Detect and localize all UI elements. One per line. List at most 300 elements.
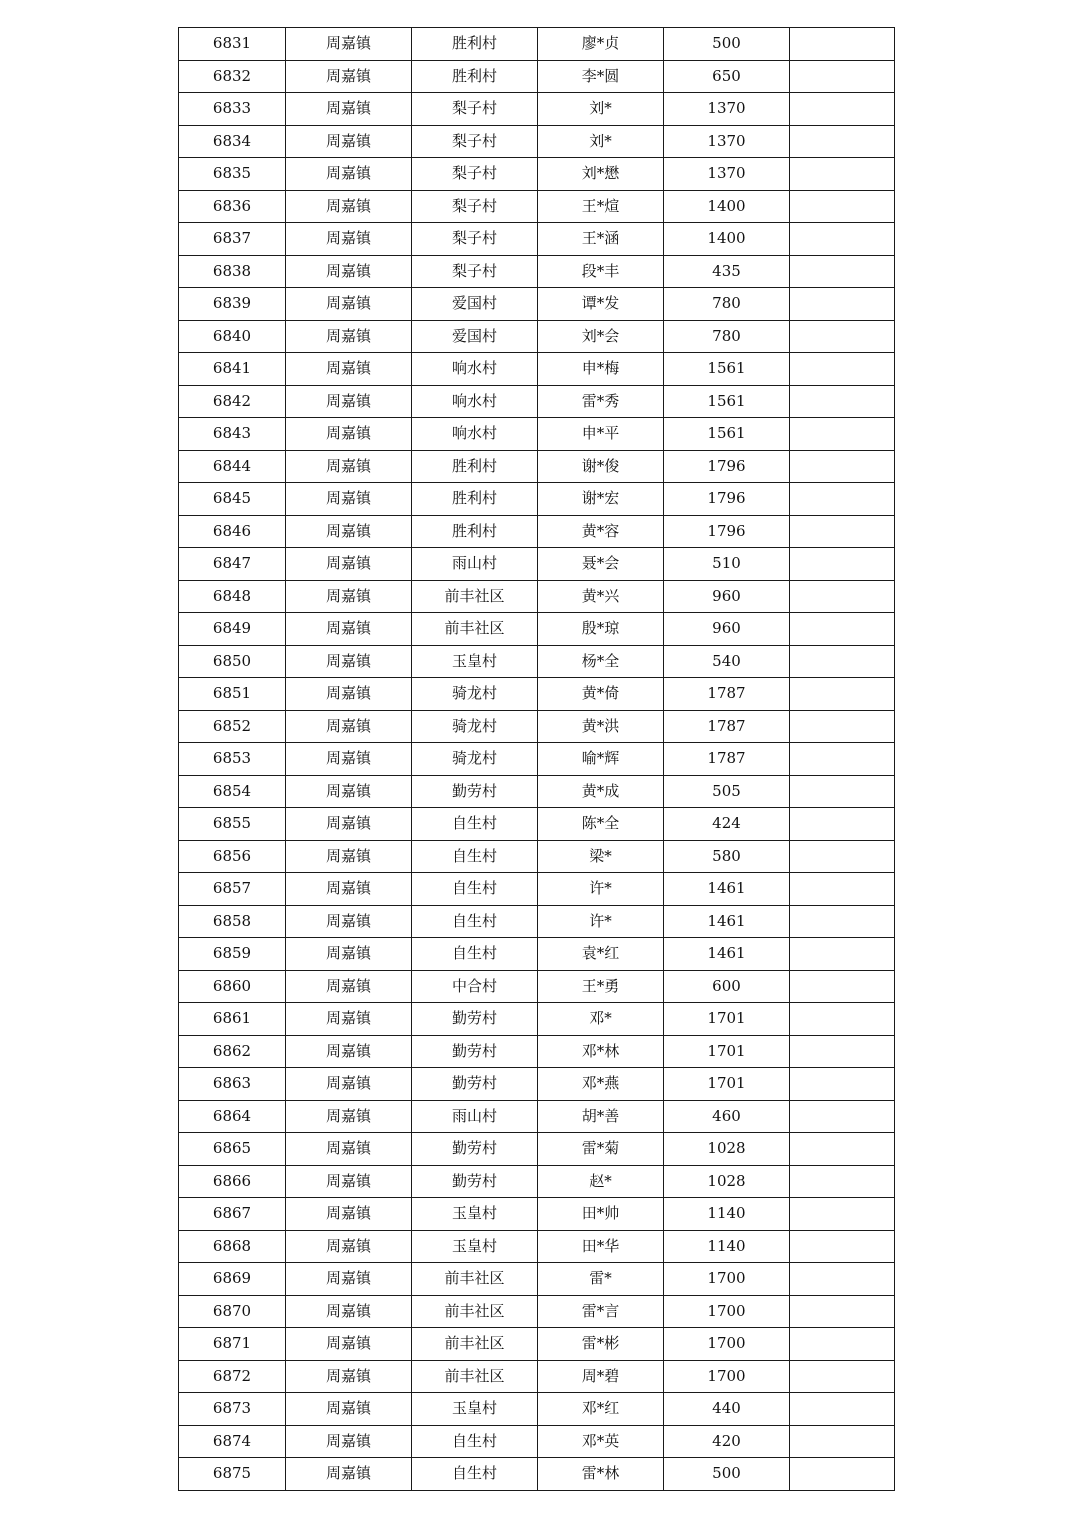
cell-amount: 1561 [664,353,790,386]
cell-note [790,808,895,841]
cell-name: 谢*俊 [538,450,664,483]
cell-amount: 1461 [664,938,790,971]
cell-name: 赵* [538,1165,664,1198]
cell-village: 骑龙村 [412,743,538,776]
table-row [179,1100,895,1133]
cell-name: 王*煊 [538,190,664,223]
cell-town: 周嘉镇 [286,1198,412,1231]
cell-name: 刘* [538,125,664,158]
cell-serial-number: 6833 [179,93,286,126]
cell-name: 梁* [538,840,664,873]
cell-town: 周嘉镇 [286,873,412,906]
cell-town: 周嘉镇 [286,483,412,516]
cell-amount: 500 [664,28,790,61]
cell-serial-number: 6849 [179,613,286,646]
table-row [179,970,895,1003]
cell-note [790,515,895,548]
cell-serial-number: 6846 [179,515,286,548]
cell-note [790,905,895,938]
cell-serial-number: 6838 [179,255,286,288]
cell-village: 自生村 [412,873,538,906]
cell-amount: 1028 [664,1133,790,1166]
table-row [179,840,895,873]
cell-serial-number: 6839 [179,288,286,321]
cell-amount: 1700 [664,1295,790,1328]
cell-town: 周嘉镇 [286,93,412,126]
cell-name: 段*丰 [538,255,664,288]
cell-serial-number: 6856 [179,840,286,873]
cell-amount: 1140 [664,1230,790,1263]
cell-serial-number: 6832 [179,60,286,93]
cell-town: 周嘉镇 [286,743,412,776]
cell-village: 响水村 [412,353,538,386]
cell-name: 雷*菊 [538,1133,664,1166]
table-row [179,125,895,158]
table-row [179,873,895,906]
cell-village: 自生村 [412,808,538,841]
cell-name: 谭*发 [538,288,664,321]
cell-note [790,418,895,451]
cell-serial-number: 6858 [179,905,286,938]
table-row [179,548,895,581]
cell-name: 黄*洪 [538,710,664,743]
cell-amount: 1701 [664,1035,790,1068]
cell-name: 雷*彬 [538,1328,664,1361]
cell-town: 周嘉镇 [286,710,412,743]
cell-serial-number: 6840 [179,320,286,353]
cell-village: 梨子村 [412,125,538,158]
cell-note [790,450,895,483]
cell-amount: 780 [664,288,790,321]
cell-name: 陈*全 [538,808,664,841]
cell-serial-number: 6863 [179,1068,286,1101]
cell-village: 骑龙村 [412,678,538,711]
cell-serial-number: 6831 [179,28,286,61]
table-row [179,93,895,126]
cell-name: 喻*辉 [538,743,664,776]
cell-note [790,840,895,873]
cell-town: 周嘉镇 [286,645,412,678]
cell-serial-number: 6871 [179,1328,286,1361]
cell-name: 殷*琼 [538,613,664,646]
cell-village: 梨子村 [412,190,538,223]
cell-note [790,710,895,743]
table-row [179,1425,895,1458]
cell-note [790,645,895,678]
cell-village: 玉皇村 [412,1393,538,1426]
cell-name: 申*梅 [538,353,664,386]
cell-note [790,158,895,191]
cell-village: 玉皇村 [412,645,538,678]
cell-village: 玉皇村 [412,1230,538,1263]
table-row [179,775,895,808]
roster-table-body [179,28,895,1491]
cell-village: 勤劳村 [412,1165,538,1198]
cell-serial-number: 6851 [179,678,286,711]
cell-name: 廖*贞 [538,28,664,61]
cell-serial-number: 6834 [179,125,286,158]
cell-town: 周嘉镇 [286,1295,412,1328]
cell-village: 自生村 [412,840,538,873]
table-row [179,1393,895,1426]
cell-village: 爱国村 [412,288,538,321]
cell-serial-number: 6868 [179,1230,286,1263]
cell-name: 雷* [538,1263,664,1296]
cell-note [790,1035,895,1068]
cell-amount: 1701 [664,1068,790,1101]
cell-amount: 540 [664,645,790,678]
cell-amount: 424 [664,808,790,841]
cell-amount: 580 [664,840,790,873]
cell-name: 许* [538,905,664,938]
cell-amount: 460 [664,1100,790,1133]
cell-amount: 435 [664,255,790,288]
cell-amount: 510 [664,548,790,581]
cell-village: 自生村 [412,1458,538,1491]
table-row [179,1035,895,1068]
cell-note [790,743,895,776]
cell-name: 田*华 [538,1230,664,1263]
cell-village: 胜利村 [412,28,538,61]
cell-note [790,1425,895,1458]
cell-amount: 1400 [664,223,790,256]
cell-note [790,970,895,1003]
cell-village: 梨子村 [412,93,538,126]
cell-name: 谢*宏 [538,483,664,516]
cell-note [790,775,895,808]
cell-town: 周嘉镇 [286,808,412,841]
cell-name: 李*圆 [538,60,664,93]
cell-note [790,223,895,256]
cell-village: 胜利村 [412,450,538,483]
cell-village: 雨山村 [412,548,538,581]
cell-name: 申*平 [538,418,664,451]
table-row [179,288,895,321]
cell-town: 周嘉镇 [286,320,412,353]
cell-amount: 1700 [664,1360,790,1393]
cell-serial-number: 6862 [179,1035,286,1068]
table-row [179,353,895,386]
cell-village: 前丰社区 [412,580,538,613]
cell-town: 周嘉镇 [286,1458,412,1491]
cell-village: 勤劳村 [412,1035,538,1068]
cell-name: 黄*成 [538,775,664,808]
table-row [179,645,895,678]
cell-amount: 505 [664,775,790,808]
cell-village: 前丰社区 [412,1295,538,1328]
cell-serial-number: 6865 [179,1133,286,1166]
table-row [179,710,895,743]
cell-amount: 500 [664,1458,790,1491]
cell-village: 雨山村 [412,1100,538,1133]
cell-name: 邓*林 [538,1035,664,1068]
cell-amount: 1700 [664,1263,790,1296]
cell-amount: 1400 [664,190,790,223]
cell-amount: 600 [664,970,790,1003]
cell-amount: 1787 [664,678,790,711]
cell-amount: 1028 [664,1165,790,1198]
cell-serial-number: 6837 [179,223,286,256]
cell-serial-number: 6867 [179,1198,286,1231]
cell-town: 周嘉镇 [286,548,412,581]
cell-name: 刘*懋 [538,158,664,191]
cell-amount: 1461 [664,873,790,906]
cell-name: 胡*善 [538,1100,664,1133]
cell-village: 爱国村 [412,320,538,353]
cell-name: 袁*红 [538,938,664,971]
cell-amount: 650 [664,60,790,93]
cell-name: 黄*倚 [538,678,664,711]
table-row [179,1198,895,1231]
table-row [179,158,895,191]
cell-town: 周嘉镇 [286,450,412,483]
cell-name: 雷*秀 [538,385,664,418]
cell-serial-number: 6854 [179,775,286,808]
cell-note [790,320,895,353]
cell-note [790,60,895,93]
cell-note [790,580,895,613]
cell-serial-number: 6860 [179,970,286,1003]
cell-town: 周嘉镇 [286,125,412,158]
table-row [179,1230,895,1263]
cell-town: 周嘉镇 [286,190,412,223]
cell-village: 响水村 [412,418,538,451]
table-row [179,743,895,776]
cell-amount: 780 [664,320,790,353]
cell-amount: 1561 [664,418,790,451]
cell-note [790,873,895,906]
cell-amount: 1461 [664,905,790,938]
table-row [179,60,895,93]
cell-amount: 960 [664,613,790,646]
cell-amount: 440 [664,1393,790,1426]
cell-town: 周嘉镇 [286,905,412,938]
cell-serial-number: 6852 [179,710,286,743]
cell-serial-number: 6853 [179,743,286,776]
cell-town: 周嘉镇 [286,970,412,1003]
cell-name: 田*帅 [538,1198,664,1231]
cell-name: 周*碧 [538,1360,664,1393]
cell-village: 前丰社区 [412,1360,538,1393]
cell-note [790,483,895,516]
table-row [179,223,895,256]
table-row [179,255,895,288]
cell-note [790,1003,895,1036]
cell-town: 周嘉镇 [286,580,412,613]
cell-village: 自生村 [412,938,538,971]
cell-note [790,1328,895,1361]
cell-note [790,28,895,61]
cell-town: 周嘉镇 [286,1230,412,1263]
cell-serial-number: 6869 [179,1263,286,1296]
cell-town: 周嘉镇 [286,288,412,321]
cell-town: 周嘉镇 [286,418,412,451]
cell-amount: 1370 [664,158,790,191]
cell-town: 周嘉镇 [286,60,412,93]
table-row [179,905,895,938]
cell-serial-number: 6847 [179,548,286,581]
cell-note [790,385,895,418]
cell-town: 周嘉镇 [286,1165,412,1198]
cell-amount: 1787 [664,710,790,743]
cell-town: 周嘉镇 [286,1003,412,1036]
cell-town: 周嘉镇 [286,1133,412,1166]
cell-serial-number: 6836 [179,190,286,223]
cell-note [790,288,895,321]
cell-name: 雷*林 [538,1458,664,1491]
table-row [179,450,895,483]
cell-note [790,938,895,971]
table-row [179,190,895,223]
roster-table [178,27,895,1491]
cell-town: 周嘉镇 [286,28,412,61]
cell-amount: 1370 [664,93,790,126]
cell-town: 周嘉镇 [286,1360,412,1393]
cell-name: 邓*燕 [538,1068,664,1101]
cell-note [790,1100,895,1133]
cell-town: 周嘉镇 [286,938,412,971]
cell-note [790,1230,895,1263]
cell-serial-number: 6870 [179,1295,286,1328]
table-row [179,1003,895,1036]
cell-town: 周嘉镇 [286,678,412,711]
cell-village: 响水村 [412,385,538,418]
cell-amount: 1700 [664,1328,790,1361]
cell-serial-number: 6861 [179,1003,286,1036]
cell-serial-number: 6841 [179,353,286,386]
cell-amount: 1796 [664,515,790,548]
cell-name: 邓*英 [538,1425,664,1458]
cell-village: 中合村 [412,970,538,1003]
table-row [179,1068,895,1101]
cell-note [790,1068,895,1101]
table-row [179,483,895,516]
cell-amount: 1796 [664,483,790,516]
cell-note [790,1295,895,1328]
cell-name: 雷*言 [538,1295,664,1328]
cell-name: 聂*会 [538,548,664,581]
cell-name: 王*涵 [538,223,664,256]
cell-name: 黄*兴 [538,580,664,613]
cell-serial-number: 6855 [179,808,286,841]
cell-town: 周嘉镇 [286,1068,412,1101]
cell-village: 前丰社区 [412,1328,538,1361]
table-row [179,678,895,711]
cell-serial-number: 6835 [179,158,286,191]
cell-town: 周嘉镇 [286,1393,412,1426]
table-row [179,580,895,613]
cell-amount: 420 [664,1425,790,1458]
table-row [179,613,895,646]
cell-serial-number: 6842 [179,385,286,418]
cell-town: 周嘉镇 [286,1035,412,1068]
cell-amount: 960 [664,580,790,613]
cell-amount: 1370 [664,125,790,158]
cell-serial-number: 6857 [179,873,286,906]
cell-town: 周嘉镇 [286,1328,412,1361]
cell-village: 玉皇村 [412,1198,538,1231]
cell-note [790,1263,895,1296]
cell-town: 周嘉镇 [286,1425,412,1458]
cell-note [790,678,895,711]
cell-village: 前丰社区 [412,1263,538,1296]
cell-village: 前丰社区 [412,613,538,646]
cell-note [790,1458,895,1491]
cell-village: 自生村 [412,1425,538,1458]
cell-note [790,613,895,646]
cell-town: 周嘉镇 [286,613,412,646]
cell-amount: 1787 [664,743,790,776]
cell-village: 勤劳村 [412,1003,538,1036]
cell-serial-number: 6850 [179,645,286,678]
document-page [178,27,894,1491]
cell-village: 胜利村 [412,60,538,93]
cell-amount: 1561 [664,385,790,418]
cell-note [790,548,895,581]
cell-note [790,93,895,126]
table-row [179,320,895,353]
cell-village: 自生村 [412,905,538,938]
cell-village: 胜利村 [412,515,538,548]
cell-serial-number: 6874 [179,1425,286,1458]
cell-name: 黄*容 [538,515,664,548]
cell-name: 许* [538,873,664,906]
cell-amount: 1701 [664,1003,790,1036]
cell-town: 周嘉镇 [286,775,412,808]
table-row [179,28,895,61]
table-row [179,1295,895,1328]
cell-name: 邓* [538,1003,664,1036]
cell-village: 勤劳村 [412,775,538,808]
cell-serial-number: 6843 [179,418,286,451]
cell-serial-number: 6873 [179,1393,286,1426]
table-row [179,1165,895,1198]
table-row [179,1328,895,1361]
cell-village: 梨子村 [412,223,538,256]
table-row [179,1458,895,1491]
cell-amount: 1796 [664,450,790,483]
cell-note [790,1360,895,1393]
cell-name: 杨*全 [538,645,664,678]
cell-village: 梨子村 [412,255,538,288]
table-row [179,515,895,548]
table-row [179,938,895,971]
cell-serial-number: 6872 [179,1360,286,1393]
cell-town: 周嘉镇 [286,1263,412,1296]
cell-note [790,255,895,288]
cell-serial-number: 6875 [179,1458,286,1491]
cell-amount: 1140 [664,1198,790,1231]
cell-name: 刘*会 [538,320,664,353]
cell-serial-number: 6866 [179,1165,286,1198]
table-row [179,1263,895,1296]
cell-name: 刘* [538,93,664,126]
cell-town: 周嘉镇 [286,353,412,386]
cell-town: 周嘉镇 [286,158,412,191]
cell-note [790,1393,895,1426]
table-row [179,385,895,418]
table-row [179,1133,895,1166]
cell-village: 骑龙村 [412,710,538,743]
cell-name: 王*勇 [538,970,664,1003]
table-row [179,418,895,451]
cell-village: 梨子村 [412,158,538,191]
cell-town: 周嘉镇 [286,223,412,256]
cell-town: 周嘉镇 [286,1100,412,1133]
cell-town: 周嘉镇 [286,515,412,548]
cell-serial-number: 6844 [179,450,286,483]
cell-note [790,353,895,386]
